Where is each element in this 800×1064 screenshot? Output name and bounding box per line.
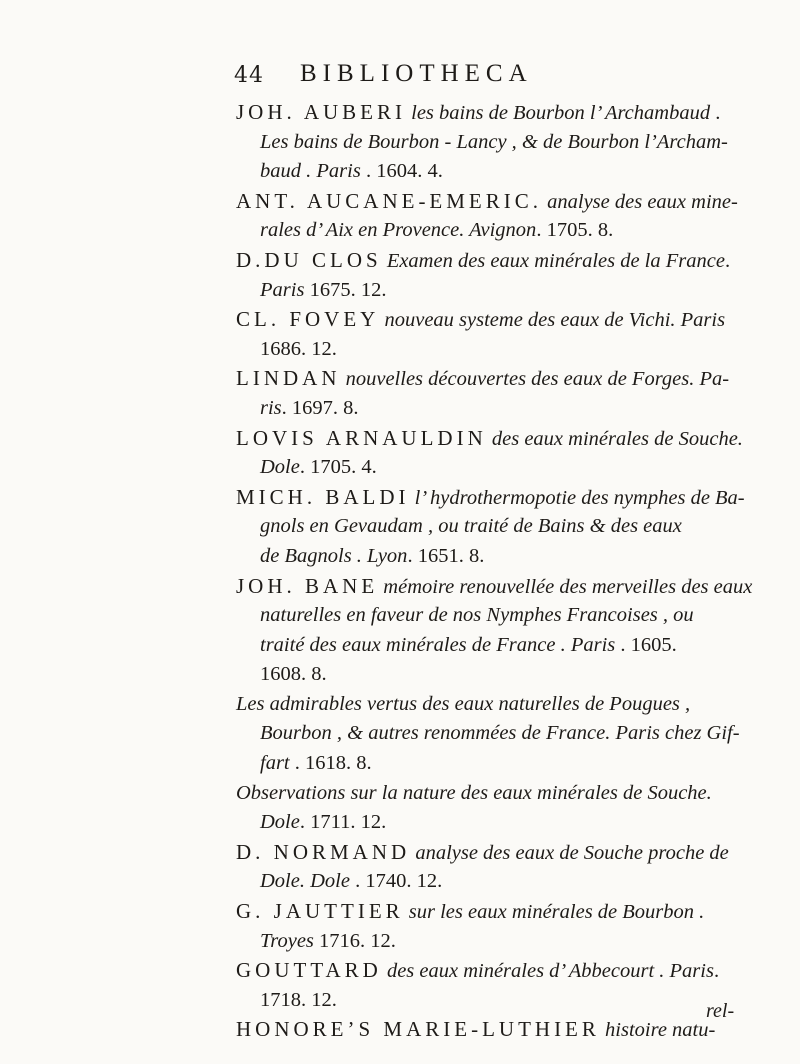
text-line [236, 246, 766, 276]
imprint-text: 1686. 12. [260, 337, 337, 360]
title-text: nouveau systeme des eaux de Vichi. Paris [384, 309, 726, 332]
text-line [236, 779, 766, 809]
title-text: analyse des eaux de Souche proche de [415, 841, 729, 864]
text-line [236, 690, 766, 720]
author-name: HONORE’S MARIE-LUTHIER [236, 1017, 600, 1042]
imprint-text: . 1651. 8. [407, 544, 485, 567]
imprint-text: . 1697. 8. [281, 396, 359, 419]
author-name: ANT. AUCANE-EMERIC. [236, 188, 543, 213]
text-line [236, 838, 766, 868]
author-name: D.DU CLOS [236, 247, 382, 272]
title-text: Paris [260, 278, 305, 301]
text-line [236, 927, 766, 957]
title-text: Troyes [260, 929, 314, 952]
title-text: Les bains de Bourbon - Lancy , & de Bourbon l’Archam- [260, 130, 728, 153]
text-line [236, 424, 766, 454]
imprint-text: . 1705. 8. [536, 219, 614, 242]
text-line [236, 660, 766, 690]
text-line [236, 572, 766, 602]
title-text: analyse des eaux mine- [547, 190, 738, 213]
title-text: gnols en Gevaudam , ou traité de Bains & des eaux [260, 515, 682, 538]
text-line [236, 335, 766, 365]
imprint-text: 1608. 8. [260, 663, 327, 686]
text-line [236, 512, 766, 542]
title-text: Dole [260, 456, 300, 479]
text-line [236, 187, 766, 217]
text-line [236, 601, 766, 631]
title-text: naturelles en faveur de nos Nymphes Francoises , ou [260, 604, 694, 627]
imprint-text: 1718. 12. [260, 988, 337, 1011]
text-line [236, 128, 766, 158]
running-title: BIBLIOTHECA [300, 60, 533, 87]
text-line [236, 542, 766, 572]
text-line [236, 1015, 766, 1045]
imprint-text: . 1740. 12. [349, 870, 443, 893]
text-line [236, 719, 766, 749]
author-name: G. JAUTTIER [236, 899, 404, 924]
author-name: JOH. AUBERI [236, 100, 407, 124]
imprint-text: . [713, 960, 720, 983]
title-text: Observations sur la nature des eaux minérales de Souche. [236, 781, 712, 804]
title-text: Bourbon , & autres renommées de France. Paris chez Gif- [260, 722, 740, 745]
author-name: JOH. BANE [236, 573, 379, 598]
imprint-text: . 1604. 4. [360, 160, 443, 183]
text-line [236, 483, 766, 513]
title-text: fart [260, 752, 290, 775]
text-line [236, 305, 766, 335]
imprint-text: . [710, 102, 721, 124]
text-line [236, 867, 766, 897]
title-text: traité des eaux minérales de France . Paris [260, 633, 616, 656]
title-text: sur les eaux minérales de Bourbon . [408, 901, 705, 924]
author-name: LOVIS ARNAULDIN [236, 425, 487, 450]
imprint-text: . 1705. 4. [299, 456, 377, 479]
title-text: des eaux minérales de Souche. [491, 427, 743, 450]
imprint-text: . [724, 249, 731, 272]
title-text: les bains de Bourbon l’ Archambaud [411, 102, 711, 124]
title-text: de Bagnols . Lyon [260, 544, 408, 567]
imprint-text: . 1605. [615, 633, 677, 656]
title-text: Dole [260, 811, 300, 834]
page-number: 44 [234, 63, 264, 88]
imprint-text: . 1711. 12. [299, 811, 387, 834]
text-line [236, 897, 766, 927]
title-text: histoire natu- [605, 1019, 716, 1042]
author-name: CL. FOVEY [236, 307, 380, 332]
text-line [236, 453, 766, 483]
catchword: rel- [706, 1000, 735, 1022]
text-line [236, 216, 766, 246]
title-text: ris [260, 396, 282, 419]
imprint-text: 1716. 12. [313, 929, 396, 952]
title-text: l’ hydrothermopotie des nymphes de Ba- [414, 486, 745, 509]
title-text: Les admirables vertus des eaux naturelles de Pougues , [236, 692, 691, 715]
title-text: Dole. Dole [260, 870, 350, 893]
bibliography-entries [236, 98, 766, 1045]
author-name: LINDAN [236, 366, 341, 391]
text-line [236, 956, 766, 986]
title-text: baud . Paris [260, 160, 361, 183]
title-text: Examen des eaux minérales de la France [386, 249, 725, 272]
title-text: rales d’ Aix en Provence. Avignon [260, 219, 537, 242]
text-line [236, 276, 766, 306]
author-name: D. NORMAND [236, 839, 411, 864]
author-name: MICH. BALDI [236, 484, 410, 509]
text-line [236, 631, 766, 661]
title-text: des eaux minérales d’ Abbecourt . Paris [386, 960, 714, 983]
text-line [236, 749, 766, 779]
title-text: nouvelles découvertes des eaux de Forges. Pa- [345, 368, 730, 391]
text-line [236, 808, 766, 838]
text-line [236, 394, 766, 424]
imprint-text: 1675. 12. [304, 278, 387, 301]
text-line [236, 98, 766, 128]
author-name: GOUTTARD [236, 958, 382, 983]
title-text: mémoire renouvellée des merveilles des eaux [383, 575, 753, 598]
text-line [236, 364, 766, 394]
text-line [236, 986, 766, 1016]
text-line [236, 157, 766, 187]
imprint-text: . 1618. 8. [289, 752, 372, 775]
